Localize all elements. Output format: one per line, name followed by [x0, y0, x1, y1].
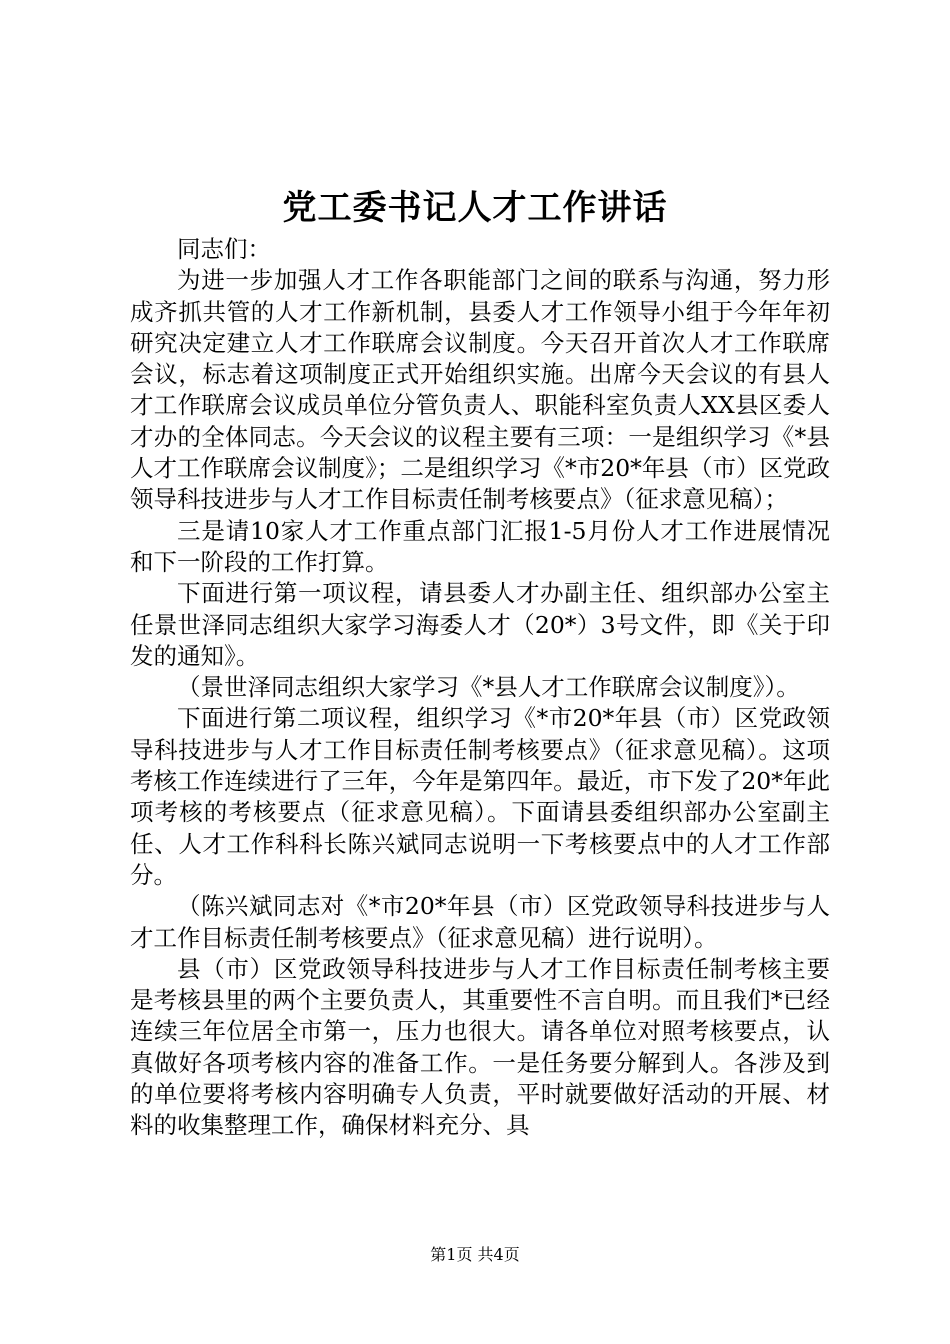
- body-paragraph: 为进一步加强人才工作各职能部门之间的联系与沟通，努力形成齐抓共管的人才工作新机制，县委人才工作领导小组于今年年初研究决定建立人才工作联席会议制度。今天召开首次人才工作联席会议，标志着这项制度正式开始组织实施。出席今天会议的有县人才工作联席会议成员单位分管负责人、职能科室负责人XX县区委人才办的全体同志。今天会议的议程主要有三项：一是组织学习《*县人才工作联席会议制度》；二是组织学习《*市20*年县（市）区党政领导科技进步与人才工作目标责任制考核要点》（征求意见稿）；: [130, 266, 830, 514]
- document-title: 党工委书记人才工作讲话: [282, 188, 668, 228]
- body-paragraph: （景世泽同志组织大家学习《*县人才工作联席会议制度》）。: [177, 673, 800, 702]
- body-paragraph: 下面进行第一项议程，请县委人才办副主任、组织部办公室主任景世泽同志组织大家学习海委人才（20*）3号文件，即《关于印发的通知》。: [130, 579, 830, 670]
- body-paragraph: 同志们：: [177, 235, 271, 263]
- page-number-footer: 第1页 共4页: [430, 1245, 520, 1264]
- body-paragraph: （陈兴斌同志对《*市20*年县（市）区党政领导科技进步与人才工作目标责任制考核要点》（征求意见稿）进行说明）。: [130, 892, 830, 952]
- body-paragraph: 下面进行第二项议程，组织学习《*市20*年县（市）区党政领导科技进步与人才工作目标责任制考核要点》（征求意见稿）。这项考核工作连续进行了三年，今年是第四年。最近，市下发了20*年此项考核的考核要点（征求意见稿）。下面请县委组织部办公室副主任、人才工作科科长陈兴斌同志说明一下考核要点中的人才工作部分。: [130, 704, 830, 889]
- document-body: [130, 234, 830, 1142]
- body-paragraph: 三是请10家人才工作重点部门汇报1-5月份人才工作进展情况和下一阶段的工作打算。: [130, 516, 830, 576]
- body-paragraph: 县（市）区党政领导科技进步与人才工作目标责任制考核主要是考核县里的两个主要负责人，其重要性不言自明。而且我们*已经连续三年位居全市第一，压力也很大。请各单位对照考核要点，认真做好各项考核内容的准备工作。一是任务要分解到人。各涉及到的单位要将考核内容明确专人负责，平时就要做好活动的开展、材料的收集整理工作，确保材料充分、具: [130, 954, 830, 1140]
